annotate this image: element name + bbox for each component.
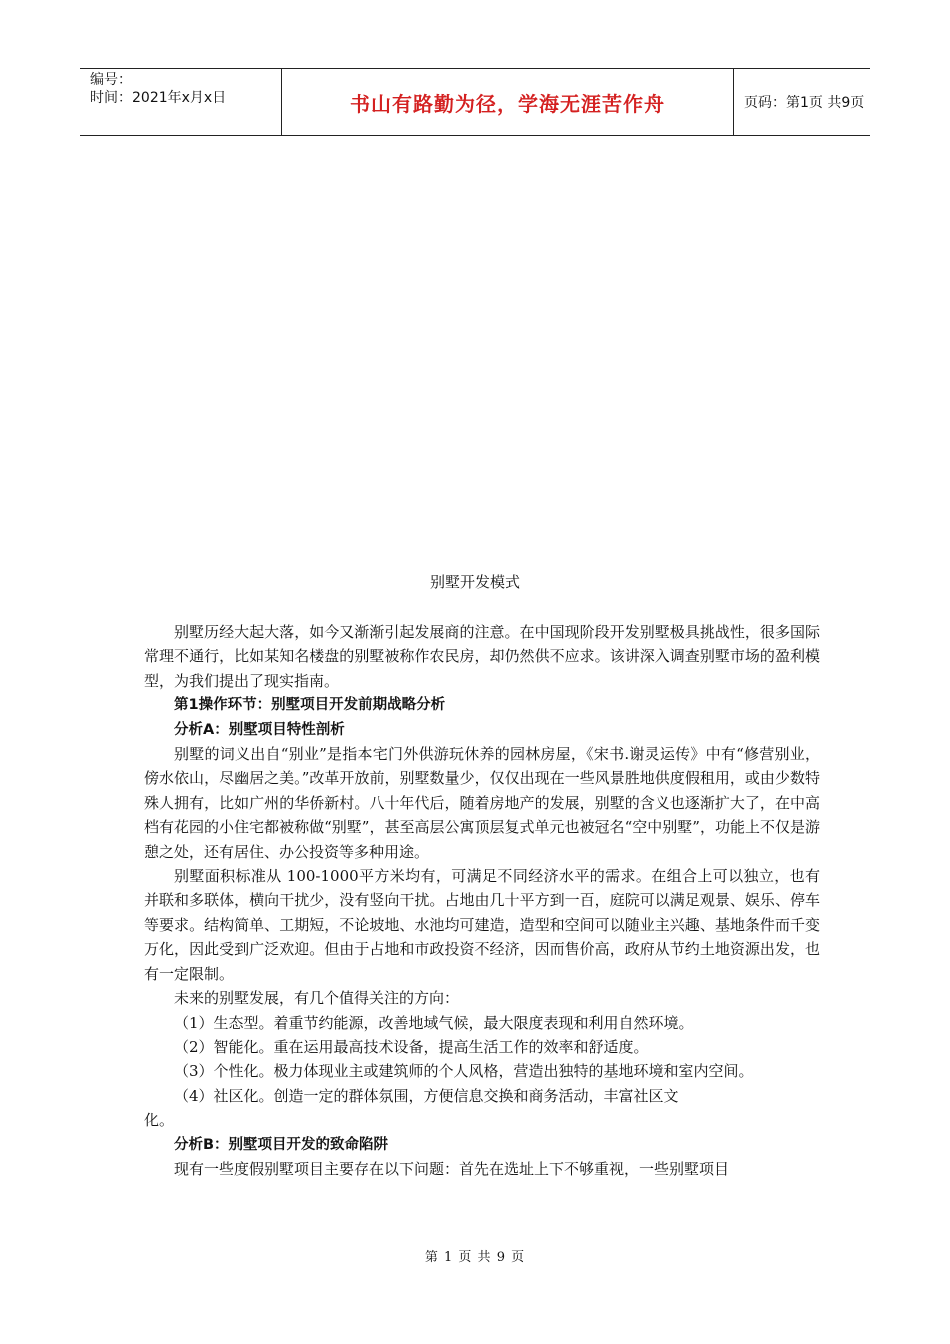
document-header (80, 68, 870, 136)
paragraph-a3: 未来的别墅发展，有几个值得关注的方向： (174, 989, 460, 1008)
header-time-label: 时间：2021年x月x日 (90, 90, 227, 106)
header-page-code: 页码：第1页 共9页 (744, 95, 865, 111)
document-title: 别墅开发模式 (429, 573, 520, 591)
header-number-label: 编号： (90, 72, 132, 88)
document-body (144, 620, 820, 1181)
paragraph-b1: 现有一些度假别墅项目主要存在以下问题：首先在选址上下不够重视，一些别墅项目 (174, 1159, 730, 1178)
list-item: （3）个性化。极力体现业主或建筑师的个人风格，营造出独特的基地环境和室内空间。 (174, 1062, 754, 1081)
list-item: （2）智能化。重在运用最高技术设备，提高生活工作的效率和舒适度。 (174, 1037, 649, 1056)
intro-paragraph: 别墅历经大起大落，如今又渐渐引起发展商的注意。在中国现阶段开发别墅极具挑战性，很多国际常理不通行，比如某知名楼盘的别墅被称作农民房，却仍然供不应求。该讲深入调查别墅市场的盈利模型，为我们提出了现实指南。 (144, 623, 820, 690)
analysis-b-heading: 分析B：别墅项目开发的致命陷阱 (174, 1136, 389, 1153)
list-item: （1）生态型。着重节约能源，改善地域气候，最大限度表现和利用自然环境。 (174, 1013, 694, 1032)
section-heading: 第1操作环节：别墅项目开发前期战略分析 (174, 697, 446, 714)
paragraph-a1: 别墅的词义出自“别业”是指本宅门外供游玩休养的园林房屋，《宋书.谢灵运传》中有“修营别业，傍水依山，尽幽居之美。”改革开放前，别墅数量少，仅仅出现在一些风景胜地供度假租用，或由少数特殊人拥有，比如广州的华侨新村。八十年代后，随着房地产的发展，别墅的含义也逐渐扩大了，在中高档有花园的小住宅都被称做“别墅”，甚至高层公寓顶层复式单元也被冠名“空中别墅”，功能上不仅是游憩之处，还有居住、办公投资等多种用途。 (144, 745, 820, 861)
header-meta-cell (80, 69, 282, 135)
analysis-a-heading: 分析A：别墅项目特性剖析 (174, 721, 345, 738)
list-item: （4）社区化。创造一定的群体氛围，方便信息交换和商务活动，丰富社区文 (174, 1086, 679, 1105)
page-footer: 第 1 页 共 9 页 (424, 1250, 526, 1265)
paragraph-a2: 别墅面积标准从 100-1000平方米均有，可满足不同经济水平的需求。在组合上可以独立，也有并联和多联体，横向干扰少，没有竖向干扰。占地由几十平方到一百，庭院可以满足观景、娱乐、停车等要求。结构简单、工期短，不论坡地、水池均可建造，造型和空间可以随业主兴趣、基地条件而千变万化，因此受到广泛欢迎。但由于占地和市政投资不经济，因而售价高，政府从节约土地资源出发，也有一定限制。 (144, 867, 820, 983)
header-motto: 书山有路勤为径，学海无涯苦作舟 (282, 69, 734, 135)
list-item-continuation: 化。 (144, 1111, 175, 1130)
